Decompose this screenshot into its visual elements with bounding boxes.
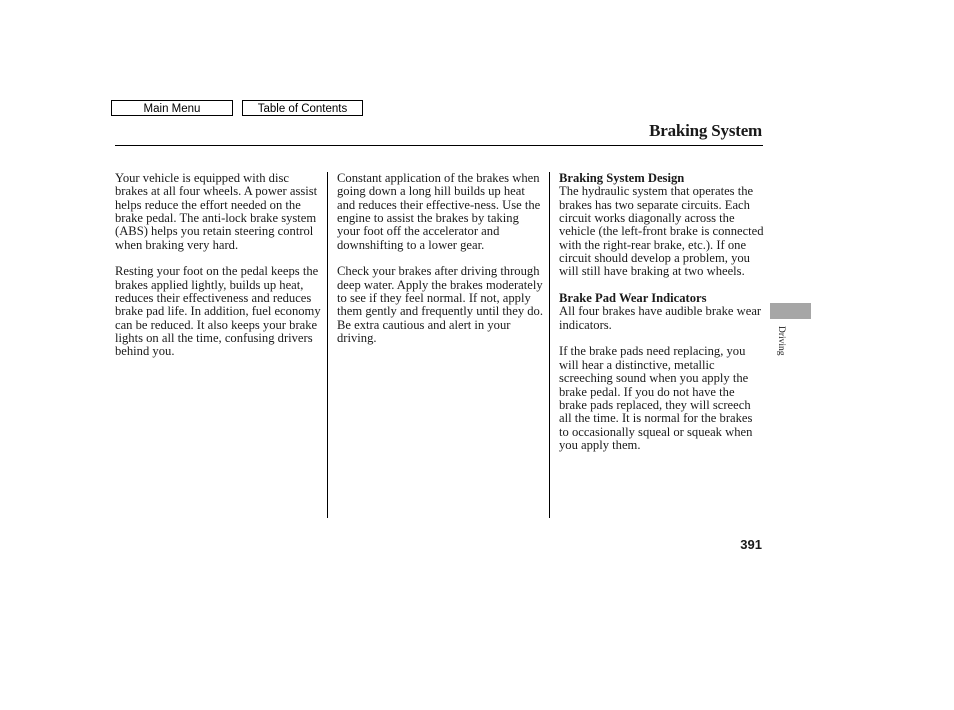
subheading-braking-system-design: Braking System Design xyxy=(559,171,685,185)
column-divider xyxy=(327,172,328,518)
paragraph-long-hill: Constant application of the brakes when going down a long hill builds up heat and reduces their effective-ness. Use the engine to assist the brakes by taking your foot off the accelerator and downshifting to a lower gear. xyxy=(337,171,541,252)
page-title: Braking System xyxy=(649,121,762,140)
main-menu-button[interactable]: Main Menu xyxy=(111,100,233,116)
section-tab-marker xyxy=(770,303,811,319)
column-divider xyxy=(549,172,550,518)
table-of-contents-button[interactable]: Table of Contents xyxy=(242,100,363,116)
paragraph-resting-foot: Resting your foot on the pedal keeps the brakes applied lightly, builds up heat, reduces their effectiveness and reduces brake pad life. In addition, fuel economy can be reduced. It also keeps your brake lights on all the time, confusing drivers behind you. xyxy=(115,264,321,359)
column-right xyxy=(559,172,765,466)
column-middle xyxy=(337,172,543,359)
paragraph-deep-water: Check your brakes after driving through deep water. Apply the brakes moderately to see if they feel normal. If not, apply them gently and frequently until they do. Be extra cautious and alert in your driving. xyxy=(337,264,544,346)
paragraph-disc-brakes: Your vehicle is equipped with disc brakes at all four wheels. A power assist helps reduce the effort needed on the brake pedal. The anti-lock brake system (ABS) helps you retain steering control when braking very hard. xyxy=(115,171,318,252)
page-number: 391 xyxy=(740,537,762,552)
paragraph-hydraulic-system: The hydraulic system that operates the brakes has two separate circuits. Each circuit works diagonally across the vehicle (the left-front brake is connected with the right-rear brake, etc.). If one circuit should develop a problem, you will still have braking at two wheels. xyxy=(559,184,764,279)
subheading-brake-pad-wear: Brake Pad Wear Indicators xyxy=(559,291,707,306)
column-left xyxy=(115,172,321,372)
paragraph-audible-indicators: All four brakes have audible brake wear indicators. xyxy=(559,304,762,332)
section-brake-pad-wear xyxy=(559,292,765,332)
title-rule xyxy=(115,145,763,146)
section-braking-system-design xyxy=(559,172,765,279)
paragraph-pads-replacing: If the brake pads need replacing, you will hear a distinctive, metallic screeching sound when you apply the brake pedal. If you do not have the brake pads replaced, they will screech all the time. It is normal for the brakes to occasionally squeal or squeak when you apply them. xyxy=(559,344,753,452)
section-tab-label: Driving xyxy=(776,326,786,356)
